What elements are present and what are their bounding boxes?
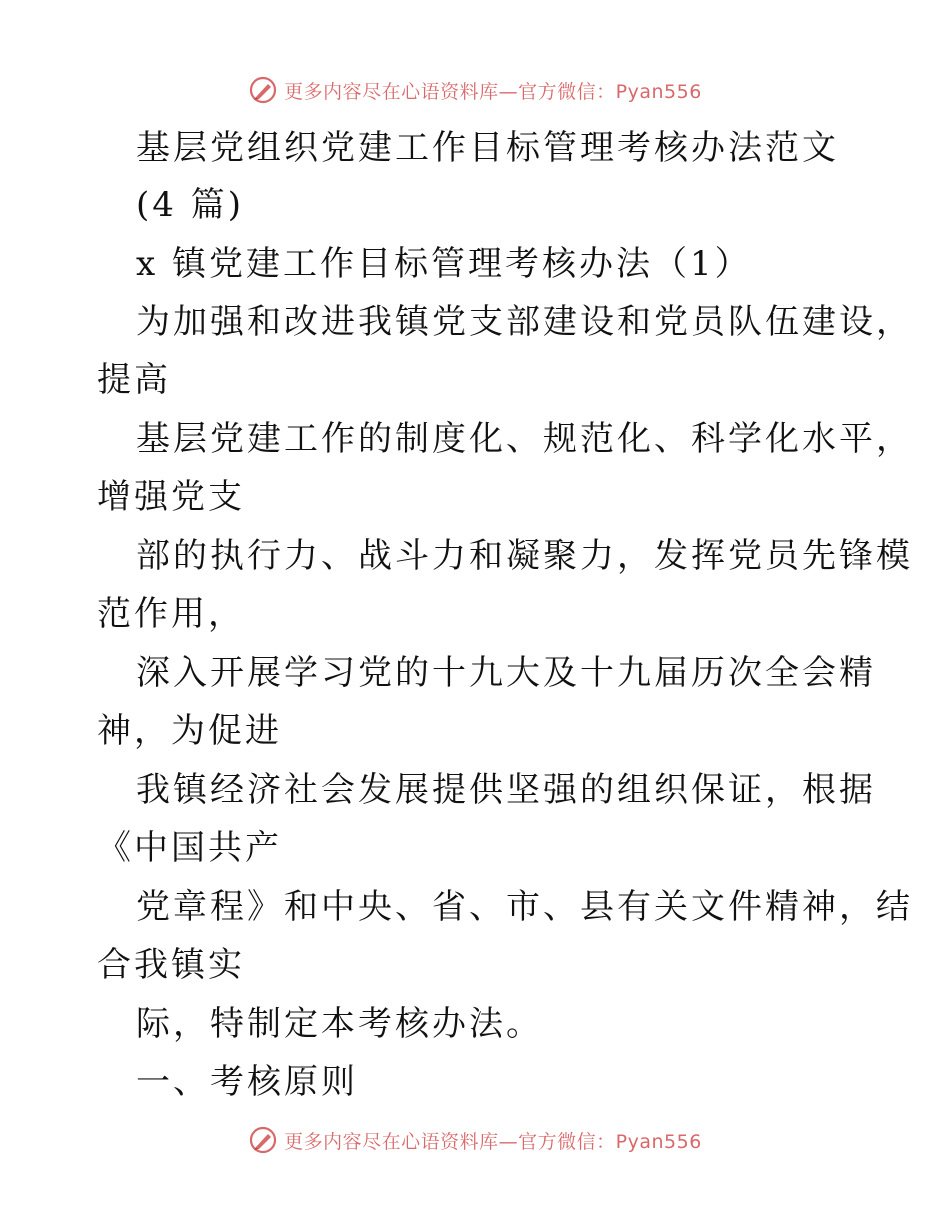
paragraph-line: 基层党建工作的制度化、规范化、科学化水平，: [136, 419, 913, 459]
header-watermark: [0, 72, 950, 108]
paragraph-line: 《中国共产: [97, 828, 282, 868]
paragraph-line: 际，特制定本考核办法。: [136, 1004, 543, 1044]
watermark-text: 更多内容尽在心语资料库—官方微信：Pyan556: [284, 1130, 702, 1153]
paragraph-line: 党章程》和中央、省、市、县有关文件精神，结: [136, 887, 913, 927]
paragraph-line: 部的执行力、战斗力和凝聚力，发挥党员先锋模: [136, 536, 913, 576]
paragraph-line: 为加强和改进我镇党支部建设和党员队伍建设，: [136, 302, 913, 342]
pen-logo-icon: [248, 1125, 278, 1155]
paragraph-line: 提高: [97, 360, 171, 400]
doc-title: 基层党组织党建工作目标管理考核办法范文: [136, 128, 839, 168]
doc-title-count: (4 篇): [136, 185, 244, 225]
footer-watermark: [0, 1122, 950, 1158]
subsection-heading: 一、考核原则: [136, 1062, 358, 1102]
pen-logo-icon: [248, 75, 278, 105]
section-heading: x 镇党建工作目标管理考核办法（1）: [136, 244, 752, 284]
watermark-text: 更多内容尽在心语资料库—官方微信：Pyan556: [284, 80, 702, 103]
paragraph-line: 增强党支: [97, 477, 245, 517]
paragraph-line: 神，为促进: [97, 711, 282, 751]
paragraph-line: 深入开展学习党的十九大及十九届历次全会精: [136, 653, 876, 693]
paragraph-line: 我镇经济社会发展提供坚强的组织保证，根据: [136, 770, 876, 810]
paragraph-line: 合我镇实: [97, 945, 245, 985]
paragraph-line: 范作用，: [97, 594, 245, 634]
